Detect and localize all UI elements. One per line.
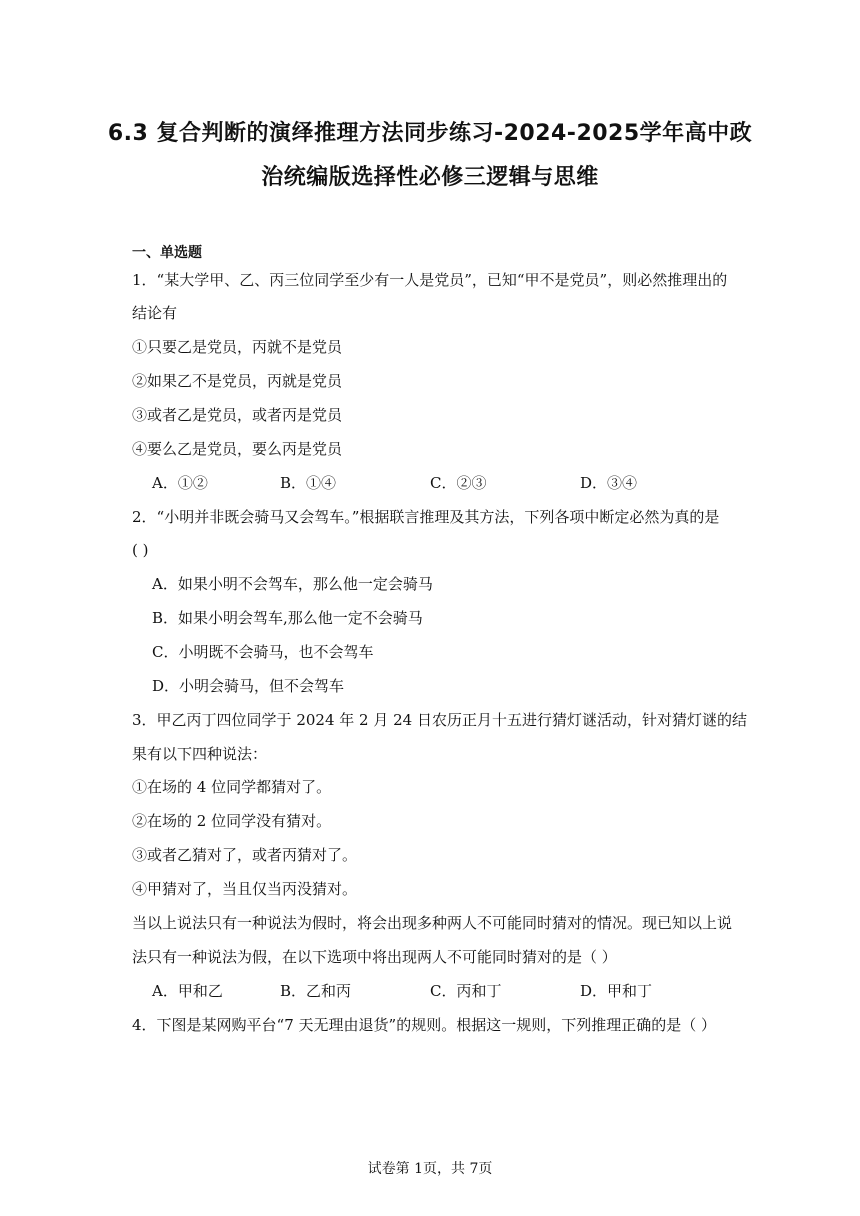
q3-option-c[interactable]: C．丙和丁	[430, 982, 502, 1000]
q1-item: ④要么乙是党员，要么丙是党员	[132, 440, 343, 458]
q1-option-a[interactable]: A．①②	[152, 474, 208, 492]
q3-item: ③或者乙猜对了，或者丙猜对了。	[132, 846, 358, 864]
section-heading: 一、单选题	[132, 245, 202, 261]
q2-stem-line1: 2．“小明并非既会骑马又会驾车。”根据联言推理及其方法，下列各项中断定必然为真的是	[132, 508, 720, 526]
q3-option-b[interactable]: B．乙和丙	[280, 982, 352, 1000]
q1-option-d[interactable]: D．③④	[580, 474, 638, 492]
q1-stem-line1: 1．“某大学甲、乙、丙三位同学至少有一人是党员”，已知“甲不是党员”，则必然推理出的	[132, 271, 728, 289]
q2-option-a[interactable]: A．如果小明不会驾车，那么他一定会骑马	[152, 575, 433, 593]
q3-stem-line3: 当以上说法只有一种说法为假时，将会出现多种两人不可能同时猜对的情况。现已知以上说	[132, 914, 733, 932]
q3-stem-line4: 法只有一种说法为假，在以下选项中将出现两人不可能同时猜对的是（ ）	[132, 948, 617, 966]
q1-item: ②如果乙不是党员，丙就是党员	[132, 372, 343, 390]
document-title-line1: 6.3 复合判断的演绎推理方法同步练习-2024-2025学年高中政	[107, 121, 753, 146]
q4-stem-line1: 4．下图是某网购平台“7 天无理由退货”的规则。根据这一规则，下列推理正确的是（ ）	[132, 1016, 716, 1034]
q3-stem-line1: 3．甲乙丙丁四位同学于 2024 年 2 月 24 日农历正月十五进行猜灯谜活动，针对猜灯谜的结	[132, 711, 747, 729]
q3-option-d[interactable]: D．甲和丁	[580, 982, 653, 1000]
q3-stem-line2: 果有以下四种说法：	[132, 745, 268, 763]
q1-stem-line2: 结论有	[132, 304, 178, 322]
q2-option-d[interactable]: D．小明会骑马，但不会驾车	[152, 677, 345, 695]
q2-option-b[interactable]: B．如果小明会驾车,那么他一定不会骑马	[152, 609, 423, 627]
q3-option-a[interactable]: A．甲和乙	[152, 982, 223, 1000]
document-title-line2: 治统编版选择性必修三逻辑与思维	[261, 165, 599, 190]
q3-item: ①在场的 4 位同学都猜对了。	[132, 778, 332, 796]
q1-option-c[interactable]: C．②③	[430, 474, 487, 492]
q1-item: ①只要乙是党员，丙就不是党员	[132, 338, 343, 356]
q1-item: ③或者乙是党员，或者丙是党员	[132, 406, 343, 424]
q3-item: ④甲猜对了，当且仅当丙没猜对。	[132, 880, 358, 898]
q3-item: ②在场的 2 位同学没有猜对。	[132, 812, 332, 830]
page-footer: 试卷第 1页，共 7页	[367, 1161, 493, 1177]
q1-option-b[interactable]: B．①④	[280, 474, 337, 492]
q2-stem-line2: ( )	[132, 541, 149, 559]
q2-option-c[interactable]: C．小明既不会骑马，也不会驾车	[152, 643, 374, 661]
